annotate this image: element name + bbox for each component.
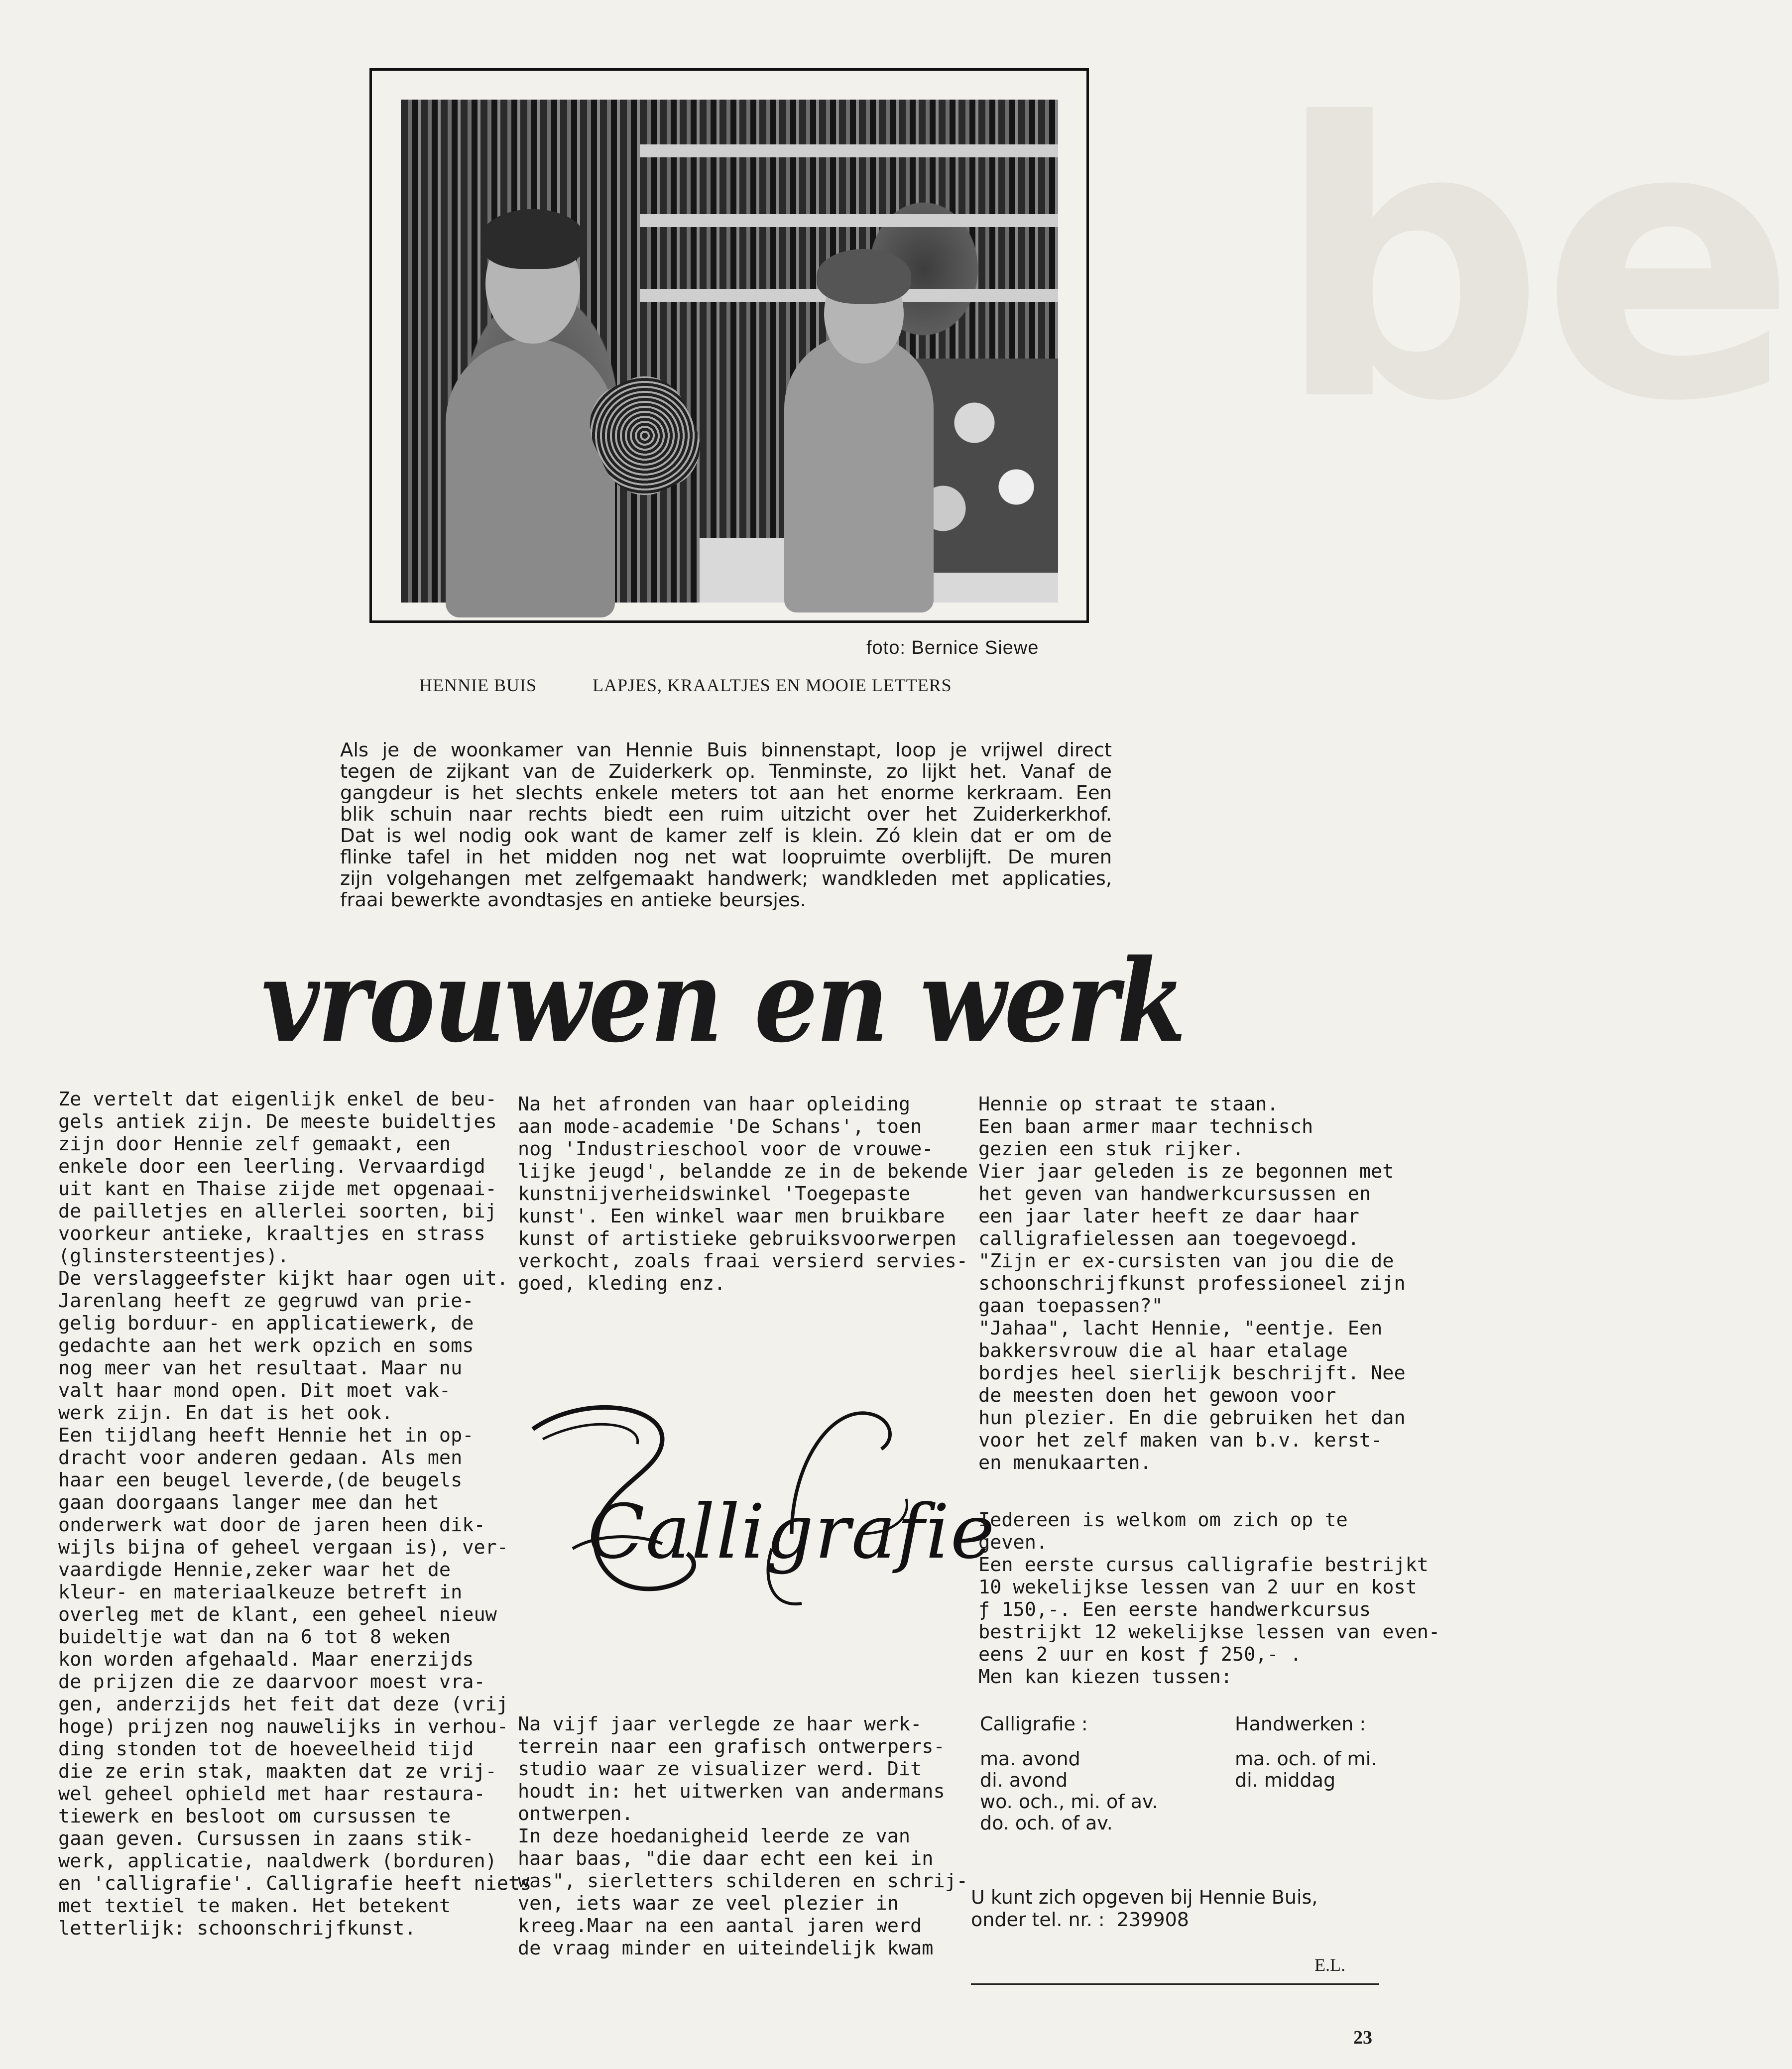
text-line: haar een beugel leverde,(de beugels bbox=[58, 1469, 463, 1491]
intro-line: tegen de zijkant van de Zuiderkerk op. Tenminste, zo lijkt het. Vanaf de bbox=[340, 760, 1112, 783]
text-line: Jarenlang heeft ze gegruwd van prie- bbox=[58, 1290, 474, 1312]
article-photo-frame bbox=[369, 68, 1089, 623]
text-line: Ze vertelt dat eigenlijk enkel de beu- bbox=[58, 1088, 497, 1110]
column-3-top bbox=[978, 1093, 1417, 1474]
intro-line: gangdeur is het slechts enkele meters tot aan het enorme kerkraam. Een bbox=[340, 782, 1112, 804]
schedule-row: do. och. of av. bbox=[980, 1812, 1113, 1834]
text-line: overleg met de klant, een geheel nieuw bbox=[58, 1603, 497, 1626]
column-2-top bbox=[518, 1093, 968, 1295]
schedule-heading: Calligrafie : bbox=[980, 1713, 1088, 1735]
text-line: wel geheel ophield met haar restaura- bbox=[58, 1783, 485, 1805]
text-line: Na vijf jaar verlegde ze haar werk- bbox=[518, 1713, 922, 1735]
intro-line: Als je de woonkamer van Hennie Buis binnenstapt, loop je vrijwel direct bbox=[340, 739, 1112, 761]
calligraphy-artwork bbox=[513, 1384, 996, 1613]
article-title: LAPJES, KRAALTJES EN MOOIE LETTERS bbox=[593, 675, 952, 695]
text-line: Men kan kiezen tussen: bbox=[978, 1666, 1232, 1688]
text-line: Een tijdlang heeft Hennie het in op- bbox=[58, 1424, 474, 1447]
column-3-middle bbox=[978, 1509, 1440, 1688]
text-line: gen, anderzijds het feit dat deze (vrij bbox=[58, 1693, 508, 1715]
text-line: De verslaggeefster kijkt haar ogen uit. bbox=[58, 1267, 508, 1290]
schedule-heading: Handwerken : bbox=[1235, 1713, 1366, 1735]
text-line: met textiel te maken. Het betekent bbox=[58, 1895, 451, 1917]
text-line: lijke jeugd', belandde ze in de bekende bbox=[518, 1160, 968, 1183]
text-line: eens 2 uur en kost ƒ 250,- . bbox=[978, 1643, 1302, 1666]
text-line: Hennie op straat te staan. bbox=[978, 1093, 1279, 1115]
text-line: voor het zelf maken van b.v. kerst- bbox=[978, 1429, 1383, 1452]
text-line: houdt in: het uitwerken van andermans bbox=[518, 1780, 945, 1803]
text-line: wijls bijna of geheel vergaan is), ver- bbox=[58, 1536, 508, 1559]
text-line: "Zijn er ex-cursisten van jou die de bbox=[978, 1250, 1394, 1272]
schedule-row: di. avond bbox=[980, 1769, 1068, 1791]
text-line: tiewerk en besloot om cursussen te bbox=[58, 1805, 451, 1827]
text-line: bordjes heel sierlijk beschrijft. Nee bbox=[978, 1362, 1406, 1384]
text-line: was", sierletters schilderen en schrij- bbox=[518, 1870, 968, 1892]
text-line: buideltje wat dan na 6 tot 8 weken bbox=[58, 1626, 451, 1648]
section-headline: vrouwen en werk bbox=[261, 934, 1185, 1068]
text-line: terrein naar een grafisch ontwerpers- bbox=[518, 1735, 945, 1758]
schedule-row: di. middag bbox=[1235, 1769, 1336, 1791]
text-line: kunstnijverheidswinkel 'Toegepaste bbox=[518, 1183, 911, 1205]
text-line: verkocht, zoals fraai versierd servies- bbox=[518, 1250, 968, 1272]
intro-paragraph bbox=[340, 739, 1112, 911]
text-line: studio waar ze visualizer werd. Dit bbox=[518, 1758, 922, 1780]
column-2-bottom bbox=[518, 1713, 968, 1959]
column-1 bbox=[58, 1088, 532, 1940]
intro-line: zijn volgehangen met zelfgemaakt handwerk; wandkleden met applicaties, bbox=[340, 867, 1112, 890]
text-line: vaardigde Hennie,zeker waar het de bbox=[58, 1559, 451, 1581]
text-line: dracht voor anderen gedaan. Als men bbox=[58, 1447, 463, 1469]
signup-line: onder tel. nr. : 239908 bbox=[971, 1909, 1189, 1931]
text-line: kreeg.Maar na een aantal jaren werd bbox=[518, 1915, 922, 1937]
article-photo bbox=[401, 100, 1058, 603]
text-line: nog 'Industrieschool voor de vrouwe- bbox=[518, 1138, 934, 1160]
text-line: geven. bbox=[978, 1531, 1048, 1554]
article-author: HENNIE BUIS bbox=[419, 675, 537, 695]
text-line: de vraag minder en uiteindelijk kwam bbox=[518, 1937, 934, 1959]
text-line: Vier jaar geleden is ze begonnen met bbox=[978, 1160, 1394, 1183]
text-line: Een eerste cursus calligrafie bestrijkt bbox=[978, 1554, 1429, 1576]
text-line: gedachte aan het werk opzich en soms bbox=[58, 1335, 474, 1357]
text-line: gaan geven. Cursussen in zaans stik- bbox=[58, 1827, 474, 1850]
text-line: kleur- en materiaalkeuze betreft in bbox=[58, 1581, 463, 1603]
text-line: goed, kleding enz. bbox=[518, 1272, 726, 1295]
text-line: Na het afronden van haar opleiding bbox=[518, 1093, 911, 1115]
text-line: die ze erin stak, maakten dat ze vrij- bbox=[58, 1760, 497, 1783]
text-line: onderwerk wat door de jaren heen dik- bbox=[58, 1514, 485, 1536]
text-line: kunst'. Een winkel waar men bruikbare bbox=[518, 1205, 945, 1227]
text-line: aan mode-academie 'De Schans', toen bbox=[518, 1115, 922, 1138]
calligraphy-word: Calligrafie bbox=[588, 1489, 996, 1576]
text-line: ven, iets waar ze veel plezier in bbox=[518, 1892, 899, 1915]
text-line: Iedereen is welkom om zich op te bbox=[978, 1509, 1348, 1531]
text-line: gezien een stuk rijker. bbox=[978, 1138, 1244, 1160]
schedule-row: ma. och. of mi. bbox=[1235, 1748, 1377, 1770]
author-initials: E.L. bbox=[1314, 1955, 1345, 1975]
text-line: het geven van handwerkcursussen en bbox=[978, 1183, 1371, 1205]
text-line: en menukaarten. bbox=[978, 1452, 1152, 1474]
text-line: gaan doorgaans langer mee dan het bbox=[58, 1491, 439, 1514]
text-line: kon worden afgehaald. Maar enerzijds bbox=[58, 1648, 474, 1671]
text-line: de prijzen die ze daarvoor moest vra- bbox=[58, 1671, 485, 1693]
text-line: schoonschrijfkunst professioneel zijn bbox=[978, 1272, 1406, 1295]
background-ghost-letters: be bbox=[1275, 44, 1792, 484]
schedule-handwerken bbox=[1235, 1713, 1377, 1791]
text-line: een jaar later heeft ze daar haar bbox=[978, 1205, 1359, 1227]
schedule-row: wo. och., mi. of av. bbox=[980, 1791, 1158, 1813]
footer-rule bbox=[971, 1983, 1379, 1985]
text-line: de pailletjes en allerlei soorten, bij bbox=[58, 1200, 497, 1222]
text-line: voorkeur antieke, kraaltjes en strass bbox=[58, 1222, 485, 1245]
text-line: gaan toepassen?" bbox=[978, 1295, 1163, 1317]
text-line: en 'calligrafie'. Calligrafie heeft niets bbox=[58, 1872, 532, 1895]
text-line: letterlijk: schoonschrijfkunst. bbox=[58, 1917, 416, 1940]
text-line: valt haar mond open. Dit moet vak- bbox=[58, 1379, 451, 1402]
text-line: bestrijkt 12 wekelijkse lessen van even- bbox=[978, 1621, 1440, 1643]
text-line: zijn door Hennie zelf gemaakt, een bbox=[58, 1133, 451, 1155]
text-line: enkele door een leerling. Vervaardigd bbox=[58, 1155, 485, 1178]
intro-line: blik schuin naar rechts biedt een ruim uitzicht over het Zuiderkerkhof. bbox=[340, 803, 1112, 826]
text-line: uit kant en Thaise zijde met opgenaai- bbox=[58, 1178, 497, 1200]
text-line: ontwerpen. bbox=[518, 1803, 633, 1825]
text-line: nog meer van het resultaat. Maar nu bbox=[58, 1357, 463, 1379]
text-line: "Jahaa", lacht Hennie, "eentje. Een bbox=[978, 1317, 1383, 1339]
text-line: In deze hoedanigheid leerde ze van bbox=[518, 1825, 911, 1847]
text-line: gels antiek zijn. De meeste buideltjes bbox=[58, 1110, 497, 1133]
text-line: de meesten doen het gewoon voor bbox=[978, 1384, 1336, 1407]
signup-line: U kunt zich opgeven bij Hennie Buis, bbox=[971, 1886, 1318, 1908]
intro-line: flinke tafel in het midden nog net wat loopruimte overblijft. De muren bbox=[340, 846, 1112, 868]
text-line: hun plezier. En die gebruiken het dan bbox=[978, 1407, 1406, 1429]
text-line: bakkersvrouw die al haar etalage bbox=[978, 1339, 1348, 1362]
intro-line: Dat is wel nodig ook want de kamer zelf is klein. Zó klein dat er om de bbox=[340, 825, 1112, 847]
text-line: calligrafielessen aan toegevoegd. bbox=[978, 1227, 1359, 1250]
schedule-row: ma. avond bbox=[980, 1748, 1080, 1770]
signup-info bbox=[971, 1886, 1317, 1931]
text-line: werk, applicatie, naaldwerk (borduren) bbox=[58, 1850, 497, 1872]
text-line: werk zijn. En dat is het ook. bbox=[58, 1402, 393, 1424]
text-line: ding stonden tot de hoeveelheid tijd bbox=[58, 1738, 474, 1760]
page-number: 23 bbox=[1353, 2027, 1372, 2048]
text-line: kunst of artistieke gebruiksvoorwerpen bbox=[518, 1227, 956, 1250]
text-line: hoge) prijzen nog nauwelijks in verhou- bbox=[58, 1715, 508, 1738]
text-line: Een baan armer maar technisch bbox=[978, 1115, 1314, 1138]
photo-credit: foto: Bernice Siewe bbox=[866, 637, 1039, 658]
intro-line: fraai bewerkte avondtasjes en antieke beursjes. bbox=[340, 889, 806, 911]
text-line: ƒ 150,-. Een eerste handwerkcursus bbox=[978, 1598, 1371, 1621]
text-line: (glinstersteentjes). bbox=[58, 1245, 289, 1267]
text-line: gelig borduur- en applicatiewerk, de bbox=[58, 1312, 474, 1335]
schedule-calligrafie bbox=[980, 1713, 1158, 1833]
text-line: 10 wekelijkse lessen van 2 uur en kost bbox=[978, 1576, 1417, 1598]
text-line: haar baas, "die daar echt een kei in bbox=[518, 1847, 934, 1870]
